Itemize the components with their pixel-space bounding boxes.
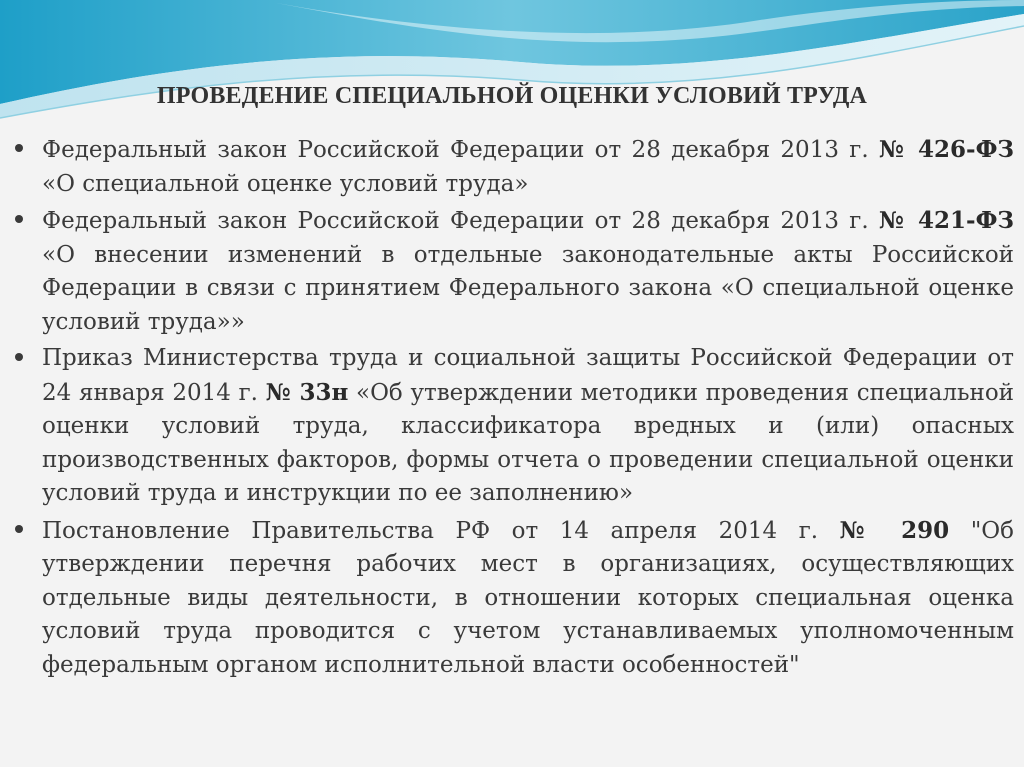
slide-title: ПРОВЕДЕНИЕ СПЕЦИАЛЬНОЙ ОЦЕНКИ УСЛОВИЙ ТРУДА	[156, 83, 868, 109]
legal-acts-list	[12, 133, 1014, 685]
list-item	[12, 514, 1014, 683]
document-number: № 33н	[265, 378, 349, 406]
list-item	[12, 204, 1014, 339]
list-item-text: Приказ Министерства труда и социальной защиты Российской Федерации от 24 января 2014 г. № 33н «Об утверждении методики проведения специальной оценки условий труда, классификатора вредных и (или) опасных производственных факторов, формы отчета о проведении специальной оценки условий труда и инструкции по ее заполнению»	[42, 345, 1014, 506]
bullet-icon	[15, 144, 23, 152]
document-number: № 426-ФЗ	[878, 136, 1014, 163]
bullet-icon	[15, 215, 23, 223]
list-item	[12, 342, 1014, 511]
bullet-icon	[15, 525, 23, 533]
bullet-icon	[15, 353, 23, 361]
document-number: № 290	[839, 516, 950, 544]
list-item-text: Федеральный закон Российской Федерации от 28 декабря 2013 г. № 421-ФЗ «О внесении изменений в отдельные законодательные акты Российской Федерации в связи с принятием Федерального закона «О специальной оценке условий труда»»	[42, 207, 1014, 335]
list-item-text: Постановление Правительства РФ от 14 апреля 2014 г. № 290 "Об утверждении перечня рабочих мест в организациях, осуществляющих отдельные виды деятельности, в отношении которых специальная оценка условий труда проводится с учетом устанавливаемых уполномоченным федеральным органом исполнительной власти особенностей"	[42, 516, 1014, 678]
list-item	[12, 133, 1014, 201]
document-number: № 421-ФЗ	[878, 207, 1014, 234]
list-item-text: Федеральный закон Российской Федерации от 28 декабря 2013 г. № 426-ФЗ «О специальной оценке условий труда»	[42, 136, 1014, 197]
